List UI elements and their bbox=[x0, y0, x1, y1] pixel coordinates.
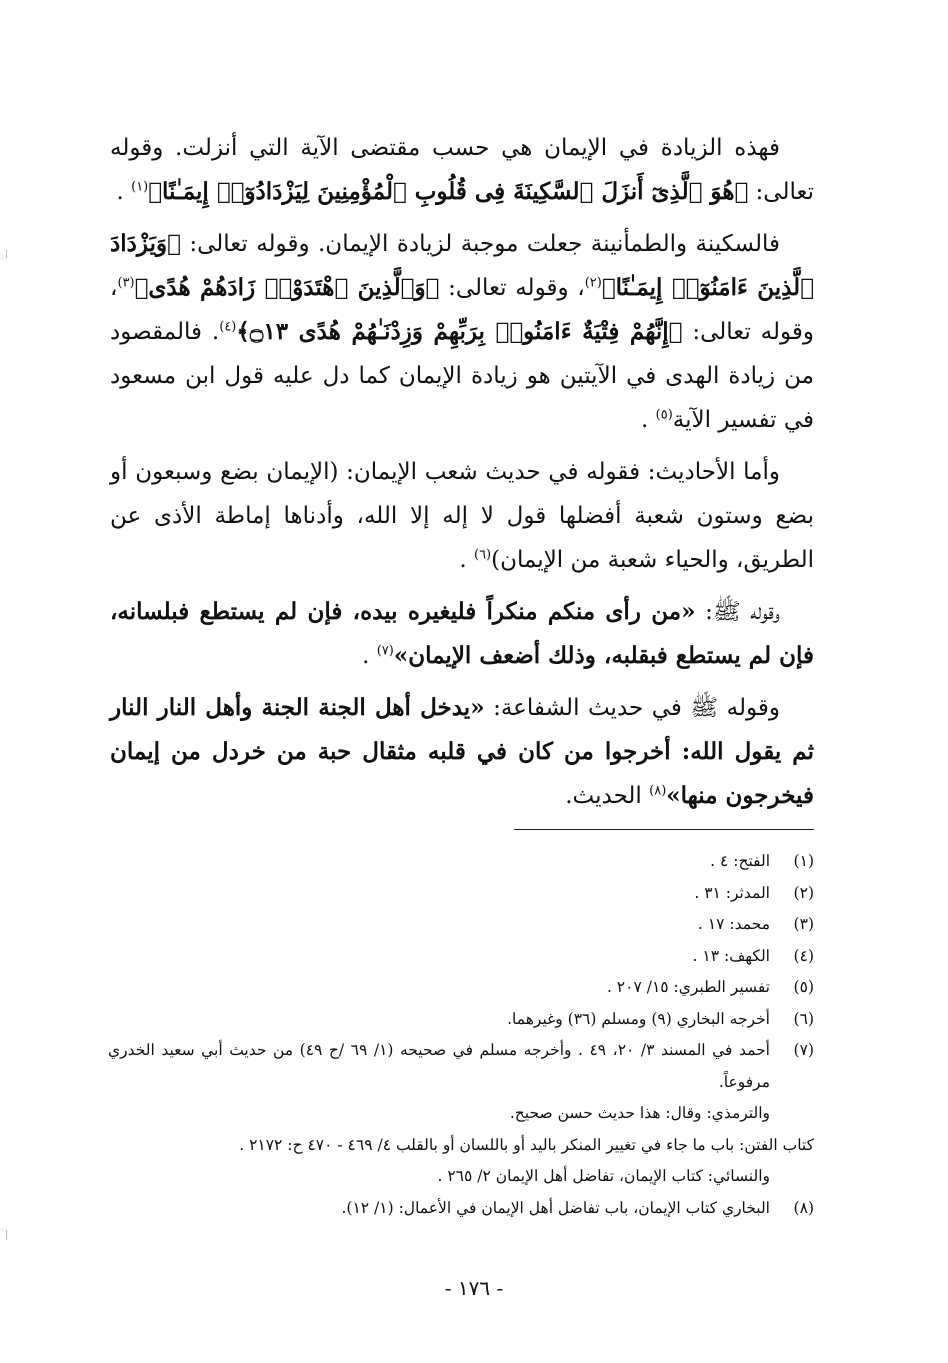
footnote-7-continuation-tirmidhi bbox=[108, 1098, 814, 1130]
footnote-ref-5[interactable]: (٥) bbox=[655, 407, 673, 423]
footnote-text: تفسير الطبري: ١٥/ ٢٠٧ . bbox=[606, 978, 770, 996]
text-segment: فالسكينة والطمأنينة جعلت موجبة لزيادة الإيمان. وقوله تعالى: bbox=[180, 231, 780, 257]
footnote-ref-1[interactable]: (١) bbox=[131, 179, 149, 195]
text-segment: فهذه الزيادة في الإيمان هي حسب مقتضى الآية التي أنزلت. وقوله تعالى: bbox=[110, 135, 814, 205]
footnote-text: والترمذي: وقال: هذا حديث حسن صحيح. bbox=[509, 1104, 770, 1122]
footnote-text: الفتح: ٤ . bbox=[710, 852, 770, 870]
left-margin-scan-line bbox=[6, 250, 7, 258]
footnote-4 bbox=[108, 941, 814, 973]
text-segment: وأما الأحاديث: فقوله في حديث شعب الإيمان: (الإيمان بضع وسبعون أو بضع وستون شعبة أفضلها قول لا إله إلا الله، وأدناها إماطة الأذى عن الطريق، والحياء شعبة من الإيمان) bbox=[110, 459, 814, 573]
footnote-separator bbox=[514, 829, 814, 830]
text-segment: وقوله ﷺ: bbox=[695, 599, 780, 625]
footnote-number: (١) bbox=[793, 852, 814, 870]
left-margin-scan-line-lower bbox=[6, 1230, 7, 1240]
footnote-text: المدثر: ٣١ . bbox=[694, 883, 770, 902]
footnote-ref-4[interactable]: (٤) bbox=[219, 319, 237, 335]
footnote-text: أخرجه البخاري (٩) ومسلم (٣٦) وغيرهما. bbox=[507, 1009, 770, 1028]
paragraph-4 bbox=[110, 590, 814, 678]
footnote-7-continuation-nasai bbox=[108, 1161, 814, 1193]
quran-verse-al-kahf: ﴿إِنَّهُمْ فِتْيَةٌ ءَامَنُوا۟ بِرَبِّهِمْ وَزِدْنَـٰهُمْ هُدًى ۝١٣﴾ bbox=[236, 318, 683, 345]
text-segment: . bbox=[459, 547, 474, 573]
footnote-ref-7[interactable]: (٧) bbox=[376, 643, 394, 659]
paragraph-5 bbox=[110, 686, 814, 818]
footnotes bbox=[108, 846, 814, 1224]
page-number: - ١٧٦ - bbox=[444, 1276, 504, 1300]
footnote-text: البخاري كتاب الإيمان، باب تفاضل أهل الإيمان في الأعمال: (١/ ١٢). bbox=[341, 1198, 770, 1217]
footnote-text: والنسائي: كتاب الإيمان، تفاضل أهل الإيمان ٢/ ٢٦٥ . bbox=[437, 1167, 770, 1185]
footnote-number: (٢) bbox=[793, 883, 814, 902]
quran-verse-al-muddaththir: ﴿وَيَزْدَادَ ٱلَّذِينَ ءَامَنُوٓا۟ إِيمَـٰنًا﴾ bbox=[110, 230, 814, 301]
text-segment: وقوله ﷺ في حديث الشفاعة: bbox=[484, 695, 781, 721]
paragraph-2 bbox=[110, 222, 814, 442]
quran-verse-al-fath: ﴿هُوَ ٱلَّذِىٓ أَنزَلَ ٱلسَّكِينَةَ فِى قُلُوبِ ٱلْمُؤْمِنِينَ لِيَزْدَادُوٓا۟ إِيمَـٰنًا﴾ bbox=[148, 178, 749, 205]
footnote-text: كتاب الفتن: باب ما جاء في تغيير المنكر باليد أو باللسان أو بالقلب ٤/ ٤٦٩ - ٤٧٠ ح: ٢١٧٢ . bbox=[239, 1135, 814, 1154]
footnote-number: (٤) bbox=[793, 946, 814, 965]
quran-verse-muhammad: ﴿وَٱلَّذِينَ ٱهْتَدَوْا۟ زَادَهُمْ هُدًى﴾ bbox=[134, 274, 440, 301]
hadith-quote-munkar: «من رأى منكم منكراً فليغيره بيده، فإن لم يستطع فبلسانه، فإن لم يستطع فبقلبه، وذلك أضعف الإيمان» bbox=[110, 598, 814, 669]
footnote-8 bbox=[108, 1193, 814, 1225]
text-segment: . bbox=[641, 407, 656, 433]
footnote-5 bbox=[108, 972, 814, 1004]
footnote-ref-3[interactable]: (٣) bbox=[117, 275, 135, 291]
footnote-number: (٧) bbox=[793, 1041, 814, 1059]
text-segment: . فالمقصود من زيادة الهدى في الآيتين هو زيادة الإيمان كما دل عليه قول ابن مسعود في تفسير الآية bbox=[110, 319, 814, 433]
footnote-text: أحمد في المسند ٣/ ٢٠، ٤٩ . وأخرجه مسلم في صحيحه (١/ ٦٩ /ح ٤٩) من حديث أبي سعيد الخدري مرفوعاً. bbox=[108, 1041, 770, 1091]
text-segment: . bbox=[116, 179, 132, 205]
paragraph-3 bbox=[110, 450, 814, 582]
footnote-text: محمد: ١٧ . bbox=[697, 915, 770, 933]
footnote-text: الكهف: ١٣ . bbox=[692, 946, 770, 965]
footnote-ref-6[interactable]: (٦) bbox=[473, 547, 492, 563]
main-text bbox=[110, 126, 814, 826]
hadith-quote-shafaa: «يدخل أهل الجنة الجنة وأهل النار النار ثم يقول الله: أخرجوا من كان في قلبه مثقال حبة من خردل من إيمان فيخرجون منها» bbox=[110, 694, 814, 809]
footnote-ref-2[interactable]: (٢) bbox=[584, 275, 602, 291]
footnote-ref-8[interactable]: (٨) bbox=[649, 783, 667, 799]
footnote-number: (٨) bbox=[793, 1198, 814, 1217]
paragraph-1 bbox=[110, 126, 814, 214]
footnote-number: (٣) bbox=[793, 915, 814, 933]
footnote-7 bbox=[108, 1035, 814, 1098]
text-segment: . bbox=[362, 643, 377, 669]
text-segment: ، وقوله تعالى: bbox=[110, 275, 814, 345]
footnote-number: (٥) bbox=[793, 978, 814, 996]
footnote-2 bbox=[108, 878, 814, 910]
text-segment: ، وقوله تعالى: bbox=[439, 275, 585, 301]
footnote-3 bbox=[108, 909, 814, 941]
footnote-6 bbox=[108, 1004, 814, 1036]
footnote-number: (٦) bbox=[793, 1009, 814, 1028]
text-segment: الحديث. bbox=[565, 783, 650, 809]
footnote-7-continuation-fitan bbox=[108, 1130, 814, 1162]
footnote-1 bbox=[108, 846, 814, 878]
